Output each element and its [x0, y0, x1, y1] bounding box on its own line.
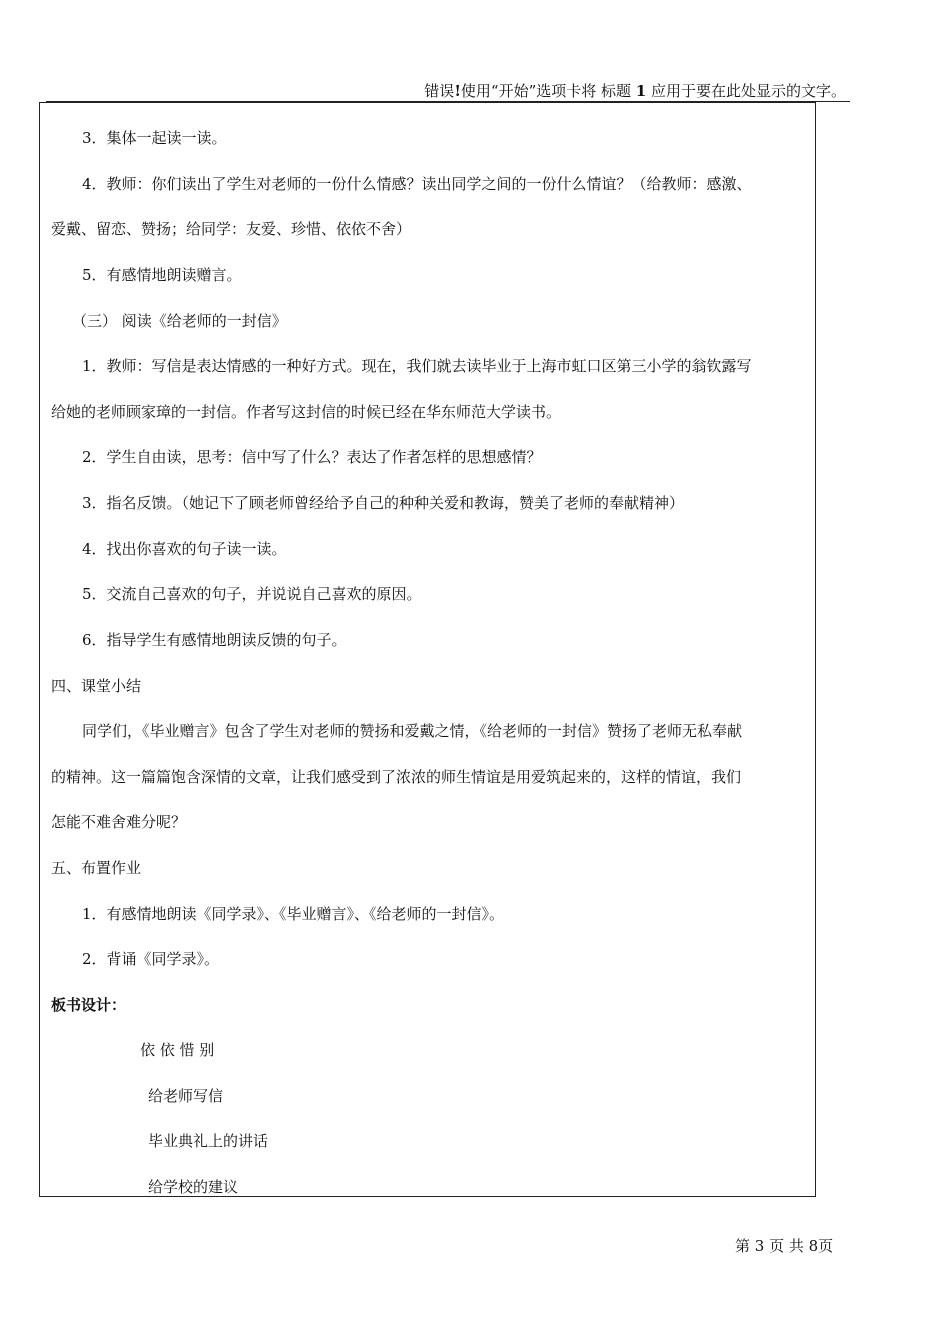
- letter-step-6: 6．指导学生有感情地朗读反馈的句子。: [82, 631, 347, 649]
- section-4-heading: 四、课堂小结: [51, 677, 142, 695]
- summary-paragraph-line-2: 的精神。这一篇篇饱含深情的文章，让我们感受到了浓浓的师生情谊是用爱筑起来的，这样的情谊，我们: [51, 768, 742, 786]
- step-5-read-with-feeling: 5．有感情地朗读赠言。: [82, 266, 242, 284]
- board-design-heading: 板书设计：: [51, 996, 127, 1014]
- letter-step-5: 5．交流自己喜欢的句子，并说说自己喜欢的原因。: [82, 585, 422, 603]
- section-5-heading: 五、布置作业: [51, 859, 142, 877]
- header-error-text: 错误: [424, 82, 455, 100]
- letter-step-1-cont: 给她的老师顾家璋的一封信。作者写这封信的时候已经在华东师范大学读书。: [51, 403, 562, 421]
- summary-paragraph-line-3: 怎能不难舍难分呢？: [51, 813, 187, 831]
- board-item-suggestion: 给学校的建议: [148, 1178, 239, 1196]
- board-item-letter: 给老师写信: [148, 1087, 224, 1105]
- step-4-teacher-question-cont: 爱戴、留恋、赞扬；给同学：友爱、珍惜、依依不舍）: [51, 220, 412, 238]
- section-3-heading: （三） 阅读《给老师的一封信》: [72, 312, 287, 330]
- board-item-speech: 毕业典礼上的讲话: [148, 1132, 269, 1150]
- letter-step-4: 4．找出你喜欢的句子读一读。: [82, 540, 287, 558]
- header-heading-number: 1: [635, 82, 647, 100]
- step-3-read-together: 3．集体一起读一读。: [82, 129, 227, 147]
- letter-step-1: 1．教师：写信是表达情感的一种好方式。现在，我们就去读毕业于上海市虹口区第三小学的翁钦露写: [82, 357, 752, 375]
- letter-step-3: 3．指名反馈。（她记下了顾老师曾经给予自己的种种关爱和教诲，赞美了老师的奉献精神）: [82, 494, 685, 512]
- header-instruction: 使用“开始”选项卡将 标题: [460, 82, 636, 100]
- summary-paragraph-line-1: 同学们，《毕业赠言》包含了学生对老师的赞扬和爱戴之情，《给老师的一封信》赞扬了老师无私奉献: [82, 722, 743, 740]
- step-4-teacher-question: 4．教师：你们读出了学生对老师的一份什么情感？读出同学之间的一份什么情谊？（给教师：感激、: [82, 175, 752, 193]
- homework-item-1: 1．有感情地朗读《同学录》、《毕业赠言》、《给老师的一封信》。: [82, 905, 505, 923]
- letter-step-2: 2．学生自由读，思考：信中写了什么？表达了作者怎样的思想感情？: [82, 448, 542, 466]
- header-error-mark: !: [454, 82, 461, 100]
- homework-item-2: 2．背诵《同学录》。: [82, 950, 220, 968]
- board-title: 依 依 惜 别: [140, 1041, 215, 1059]
- header-instruction-end: 应用于要在此处显示的文字。: [646, 82, 846, 100]
- page-header: [46, 82, 850, 102]
- page-number: 第 3 页 共 8页: [735, 1237, 834, 1255]
